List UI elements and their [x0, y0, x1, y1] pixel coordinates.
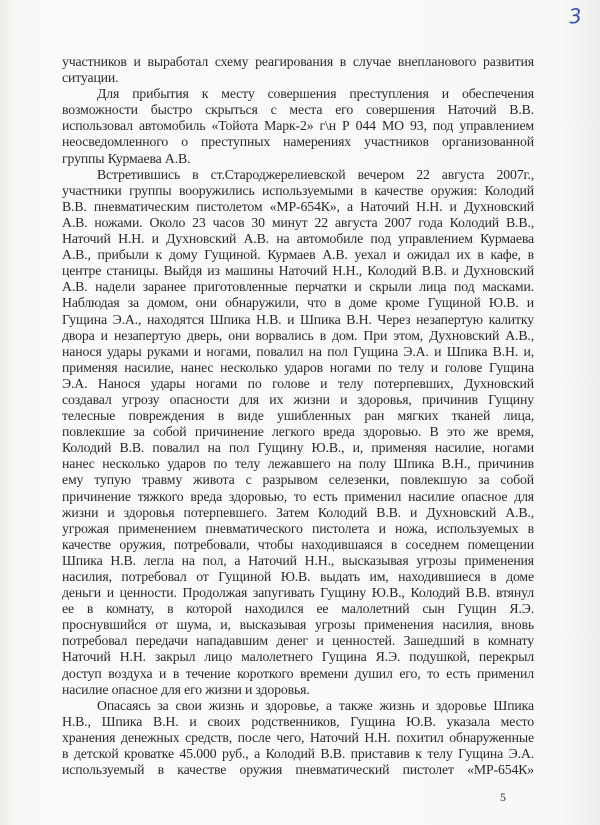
text-line: деньги и ценности. Продолжая запугивать Гущину Ю.В., Колодий В.В. втянул	[62, 585, 534, 601]
text-line: ему тупую травму живота с разрывом селезенки, повлекшую за собой	[62, 472, 534, 488]
text-line: нанес несколько ударов по телу лежавшего на полу Шпика В.Н., причинив	[62, 456, 534, 472]
text-line: группы Курмаева А.В.	[62, 150, 191, 166]
text-line: А.В. надели заранее приготовленные перчатки и скрыли лица под масками.	[62, 279, 534, 295]
text-line: В.В. пневматическим пистолетом «МР-654К», а Наточий Н.Н. и Духновский	[62, 198, 534, 214]
text-line: Шпика Н.В. легла на пол, а Наточий Н.Н., высказывая угрозы применения	[62, 552, 534, 568]
text-line: телесные повреждения в виде ушибленных ран мягких тканей лица,	[62, 408, 534, 424]
text-line: Наточий Н.Н. закрыл лицо малолетнего Гущина Я.Э. подушкой, перекрыл	[62, 649, 534, 665]
text-line: А.В. ножами. Около 23 часов 30 минут 22 августа 2007 года Колодий В.В.,	[62, 214, 534, 230]
text-line: причинение тяжкого вреда здоровью, то есть применил насилие опасное для	[62, 488, 534, 504]
text-line: жизни и здоровья потерпевшего. Затем Колодий В.В. и Духновский А.В.,	[62, 504, 534, 520]
text-line: Для прибытия к месту совершения преступления и обеспечения	[97, 86, 534, 102]
paragraph	[62, 698, 534, 778]
text-line: в детской кроватке 45.000 руб., а Колодий В.В. приставив к телу Гущина Э.А.	[62, 746, 534, 762]
text-line: Н.В., Шпика В.Н. и своих родственников, Гущина Ю.В. указала место	[62, 713, 534, 729]
text-line: потребовал передачи нападавшим денег и ценностей. Зашедший в комнату	[62, 633, 534, 649]
text-line: Наблюдая за домом, они обнаружили, что в доме кроме Гущиной Ю.В. и	[62, 295, 534, 311]
text-line: качестве оружия, потребовали, чтобы находившаяся в соседнем помещении	[62, 536, 534, 552]
text-line: нанося удары руками и ногами, повалил на пол Гущина Э.А. и Шпика В.Н. и,	[62, 343, 534, 359]
text-line: используемый в качестве оружия пневматический пистолет «МР-654К»	[62, 762, 534, 778]
text-line: хранения денежных средств, после чего, Наточий Н.Н. похитил обнаруженные	[62, 729, 534, 745]
text-line: участники группы вооружились используемыми в качестве оружия: Колодий	[62, 182, 534, 198]
text-line: повлекшие за собой причинение легкого вреда здоровью. В это же время,	[62, 424, 534, 440]
text-line: Гущина Э.А., находятся Шпика Н.В. и Шпика В.Н. Через незапертую калитку	[62, 311, 534, 327]
text-line: центре станицы. Выйдя из машины Наточий Н.Н., Колодий В.В. и Духновский	[62, 263, 534, 279]
handwritten-page-mark: 3	[567, 3, 583, 29]
text-line: доступ воздуха и в течение короткого времени душил его, то есть применил	[62, 665, 534, 681]
text-line: возможности быстро скрыться с места его совершения Наточий В.В.	[62, 102, 534, 118]
text-line: Наточий Н.Н. и Духновский А.В. на автомобиле под управлением Курмаева	[62, 231, 534, 247]
text-line: проснувшийся от шума, и, высказывая угрозы применения насилия, вновь	[62, 617, 534, 633]
text-line: неосведомленного о преступных намерениях участников организованной	[62, 134, 534, 150]
text-line: угрожая применением пневматического пистолета и ножа, используемых в	[62, 520, 534, 536]
text-line: создавал угрозу опасности для их жизни и здоровья, причинив Гущину	[62, 391, 534, 407]
text-line: Встретившись в ст.Староджерелиевской вечером 22 августа 2007г.,	[97, 166, 534, 182]
text-line: ее в комнату, в которой находился ее малолетний сын Гущин Я.Э.	[62, 601, 534, 617]
text-line: двора и незапертую дверь, они ворвались в дом. При этом, Духновский А.В.,	[62, 327, 534, 343]
text-line: Колодий В.В. повалил на пол Гущину Ю.В., и, применяя насилие, ногами	[62, 440, 534, 456]
paragraph	[62, 167, 534, 698]
text-line: Опасаясь за свои жизнь и здоровье, а также жизнь и здоровье Шпика	[97, 697, 534, 713]
paragraph	[62, 54, 534, 86]
text-line: насилия, потребовал от Гущиной Ю.В. выдать им, находившиеся в доме	[62, 569, 534, 584]
document-body	[62, 54, 534, 778]
text-line: А.В., прибыли к дому Гущиной. Курмаев А.В. уехал и ожидал их в кафе, в	[62, 247, 534, 263]
text-line: участников и выработал схему реагирования в случае внепланового развития	[62, 54, 534, 69]
paragraph	[62, 86, 534, 166]
text-line: Э.А. Нанося удары ногами по голове и телу потерпевших, Духновский	[62, 375, 534, 391]
text-line: насилие опасное для его жизни и здоровья.	[62, 681, 310, 697]
text-line: применяя насилие, нанес несколько ударов ногами по телу и голове Гущина	[62, 359, 534, 375]
text-line: ситуации.	[62, 70, 119, 86]
text-line: использовал автомобиль «Тойота Марк-2» г\н Р 044 МО 93, под управлением	[62, 118, 534, 134]
page-number: 5	[500, 790, 506, 804]
